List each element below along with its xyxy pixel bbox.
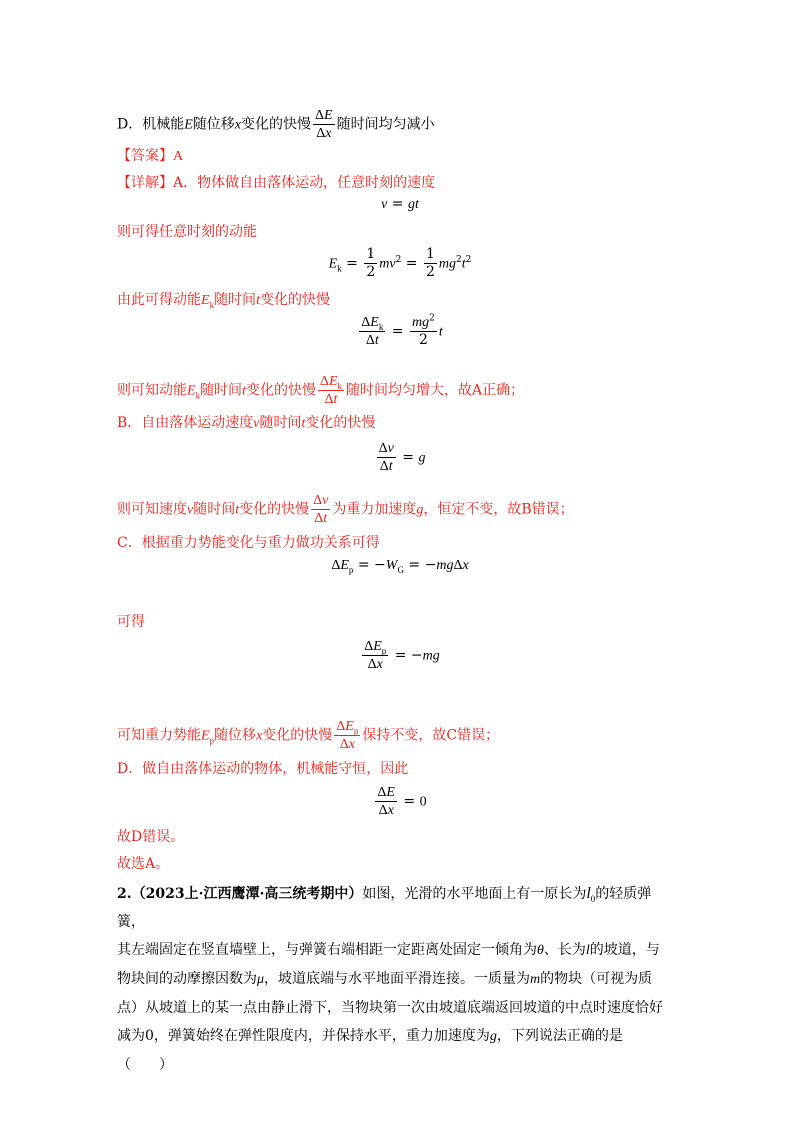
answer-value: A — [173, 149, 184, 164]
formula-kinetic-energy: $E_k$ = $\frac{1}{2}$ $mv^2$ = $\frac{1}{2}$ $mg^2t^2$ — [328, 246, 472, 280]
detail-d-conclusion: 故D错误。 — [117, 829, 185, 845]
detail-a-conclusion: 则可知动能$E_k$随时间t变化的快慢 $\frac{\Delta E_k}{\Delta t}$ 随时间均匀增大，故A正确； — [117, 374, 525, 407]
question-2: 2.（2023上·江西鹰潭·高三统考期中）如图，光滑的水平地面上有一原长为$l_0$的轻质弹簧， 其左端固定在竖直墙壁上，与弹簧右端相距一定距离处固定一倾角为θ、长为l的坡道，与 物块间的动摩擦因数为μ，坡道底端与水平地面平滑连接。一质量为m的物块（可视为质 点）从坡道上的某一点由静止滑下，当物块第一次由坡道底端返回坡道的中点时速度恰好 减为0，弹簧始终在弹性限度内，并保持水平，重力加速度为g，下列说法正确的是 （ ） — [117, 885, 663, 1073]
formula-dEk-dt: $\frac{\Delta E_k}{\Delta t}$ = $\frac{mg^2}{2}$ t — [361, 313, 443, 348]
formula-dEp: $\Delta E_p = -W_G = -mg\Delta x$ — [331, 557, 469, 575]
question-source: （2023上·江西鹰潭·高三统考期中） — [131, 886, 363, 902]
formula-v-gt: v = gt — [381, 196, 419, 212]
detail-c-conclusion: 可知重力势能$E_p$随位移x变化的快慢 $\frac{\Delta E_p}{\Delta x}$ 保持不变，故C错误； — [117, 719, 500, 752]
sym-E: E — [184, 117, 193, 133]
option-d: D．机械能E随位移x变化的快慢 $\frac{\Delta E}{\Delta x}$ 随时间均匀减小 — [117, 108, 435, 141]
final-choice: 故选A。 — [117, 856, 170, 872]
answer-blank: （ ） — [117, 1057, 173, 1073]
detail-b-intro: B．自由落体运动速度v随时间t变化的快慢 — [117, 415, 376, 431]
detail-a-then: 则可得任意时刻的动能 — [117, 224, 257, 240]
formula-dE-dx-zero: $\frac{\Delta E}{\Delta x}$ = 0 — [377, 785, 427, 818]
formula-dEp-dx: $\frac{\Delta E_p}{\Delta x}$ = −mg — [364, 639, 440, 672]
detail-d-intro: D．做自由落体运动的物体，机械能守恒，因此 — [117, 761, 409, 777]
answer-line: 【答案】A — [117, 148, 184, 164]
formula-dv-dt: $\frac{\Delta v}{\Delta t}$ = g — [378, 441, 426, 474]
question-number: 2. — [117, 886, 132, 902]
detail-a-intro: 【详解】A．物体做自由落体运动，任意时刻的速度 — [117, 175, 436, 191]
detail-c-then: 可得 — [117, 614, 145, 630]
detail-c-intro: C．根据重力势能变化与重力做功关系可得 — [117, 535, 380, 551]
detail-a-rate: 由此可得动能$E_k$随时间t变化的快慢 — [117, 292, 330, 310]
fraction-dE-dx: $\frac{\Delta E}{\Delta x}$ — [315, 108, 333, 141]
detail-b-conclusion: 则可知速度v随时间t变化的快慢 $\frac{\Delta v}{\Delta t}$ 为重力加速度g，恒定不变，故B错误； — [117, 493, 574, 526]
